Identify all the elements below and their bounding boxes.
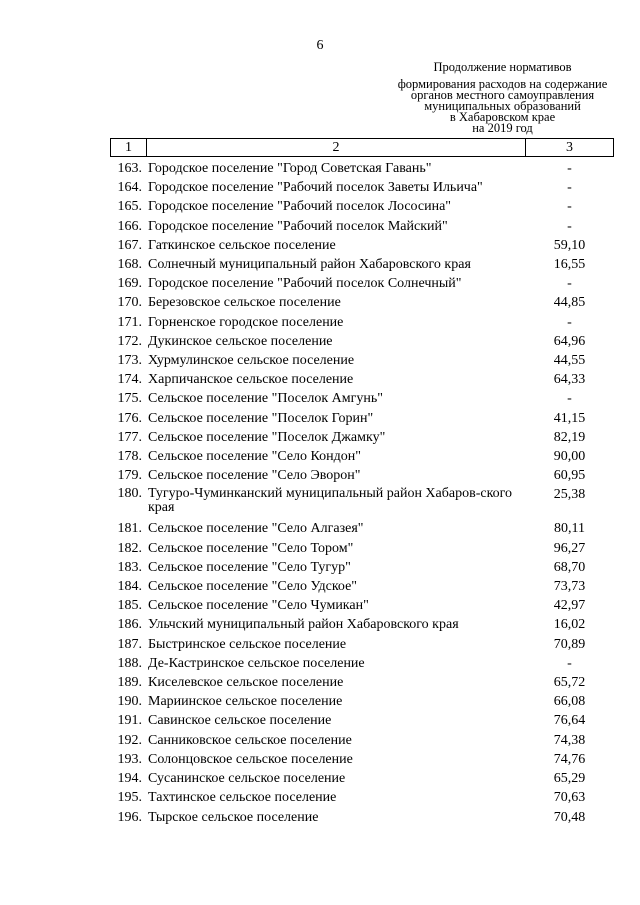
table-row xyxy=(110,332,614,351)
row-name: Сельское поселение "Село Удское" xyxy=(148,579,358,595)
row-value: 60,95 xyxy=(553,468,586,484)
row-name: Сусанинское сельское поселение xyxy=(148,771,346,787)
table-row xyxy=(110,788,614,807)
row-name: Городское поселение "Город Советская Гавань" xyxy=(148,161,432,176)
row-name: Киселевское сельское поселение xyxy=(148,675,344,691)
row-name: Сельское поселение "Село Тором" xyxy=(148,540,354,556)
row-name: Сельское поселение "Поселок Горин" xyxy=(148,410,374,426)
row-number: 194. xyxy=(117,771,142,787)
row-value: 42,97 xyxy=(553,598,586,614)
table-row xyxy=(110,769,614,788)
row-number: 176. xyxy=(117,410,142,426)
row-number: 182. xyxy=(117,540,142,556)
row-name: Гаткинское сельское поселение xyxy=(148,237,336,253)
row-value: 73,73 xyxy=(553,579,586,595)
table-row xyxy=(110,466,614,485)
table-row xyxy=(110,577,614,596)
document-heading xyxy=(380,62,625,134)
row-number: 169. xyxy=(117,276,142,292)
row-value: 74,38 xyxy=(553,732,586,748)
row-name: Горненское городское поселение xyxy=(148,314,344,330)
row-value: 59,10 xyxy=(553,237,586,253)
row-value: - xyxy=(567,180,572,196)
table-row xyxy=(110,389,614,408)
row-value: 70,48 xyxy=(553,809,586,825)
row-number: 167. xyxy=(117,237,142,253)
row-name: Сельское поселение "Поселок Джамку" xyxy=(148,429,386,445)
row-value: 90,00 xyxy=(553,449,586,465)
table-row xyxy=(110,428,614,447)
row-number: 186. xyxy=(117,617,142,633)
row-value: 82,19 xyxy=(553,429,586,445)
table-row xyxy=(110,558,614,577)
row-name: Солнечный муниципальный район Хабаровского края xyxy=(148,257,471,273)
table-row xyxy=(110,217,614,236)
row-number: 187. xyxy=(117,636,142,652)
table-row xyxy=(110,596,614,615)
row-name: Городское поселение "Рабочий поселок Майский" xyxy=(148,218,448,234)
row-value: 70,63 xyxy=(553,790,586,806)
row-name: Сельское поселение "Село Чумикан" xyxy=(148,598,369,614)
table-header xyxy=(110,138,614,157)
row-value: 44,55 xyxy=(553,353,586,369)
row-number: 185. xyxy=(117,598,142,614)
row-value: 44,85 xyxy=(553,295,586,311)
row-value: 65,29 xyxy=(553,771,586,787)
table-row xyxy=(110,711,614,730)
row-name: Де-Кастринское сельское поселение xyxy=(148,655,365,671)
row-number: 172. xyxy=(117,333,142,349)
row-value: 66,08 xyxy=(553,694,586,710)
page-number: 6 xyxy=(316,38,324,53)
table-row xyxy=(110,654,614,673)
table-row xyxy=(110,197,614,216)
row-name: Быстринское сельское поселение xyxy=(148,636,347,652)
row-number: 189. xyxy=(117,675,142,691)
row-number: 183. xyxy=(117,559,142,575)
row-value: - xyxy=(567,199,572,215)
column-header: 3 xyxy=(566,139,573,155)
row-number: 193. xyxy=(117,751,142,767)
row-name: Сельское поселение "Поселок Амгунь" xyxy=(148,391,383,407)
row-number: 171. xyxy=(117,314,142,330)
row-name: Тахтинское сельское поселение xyxy=(148,790,337,806)
row-value: - xyxy=(567,161,572,176)
row-number: 184. xyxy=(117,579,142,595)
row-value: 68,70 xyxy=(553,559,586,575)
row-name: Сельское поселение "Село Эворон" xyxy=(148,468,361,484)
table-row xyxy=(110,159,614,178)
heading-line: формирования расходов на содержание xyxy=(397,77,608,91)
table-body xyxy=(110,159,614,827)
row-number: 179. xyxy=(117,468,142,484)
row-value: - xyxy=(567,218,572,234)
row-value: 76,64 xyxy=(553,713,586,729)
table-row xyxy=(110,485,614,519)
row-value: 41,15 xyxy=(553,410,586,426)
table-row xyxy=(110,274,614,293)
row-name: Сельское поселение "Село Кондон" xyxy=(148,449,362,465)
heading-line: муниципальных образований xyxy=(424,99,581,113)
table-row xyxy=(110,313,614,332)
table-row xyxy=(110,370,614,389)
table-row xyxy=(110,255,614,274)
row-name: Тугуро-Чуминканский муниципальный район Хабаров-ского края xyxy=(148,486,513,516)
table-row xyxy=(110,351,614,370)
row-number: 181. xyxy=(117,521,142,537)
row-number: 166. xyxy=(117,218,142,234)
row-value: 70,89 xyxy=(553,636,586,652)
row-number: 170. xyxy=(117,295,142,311)
row-number: 191. xyxy=(117,713,142,729)
table-row xyxy=(110,692,614,711)
row-number: 180. xyxy=(117,486,142,502)
row-number: 165. xyxy=(117,199,142,215)
row-name: Городское поселение "Рабочий поселок Солнечный" xyxy=(148,276,462,292)
row-name: Городское поселение "Рабочий поселок Заветы Ильича" xyxy=(148,180,483,196)
row-value: - xyxy=(567,655,572,671)
row-value: 25,38 xyxy=(553,487,586,503)
row-name: Дукинское сельское поселение xyxy=(148,333,333,349)
row-name: Хурмулинское сельское поселение xyxy=(148,353,355,369)
row-name: Харпичанское сельское поселение xyxy=(148,372,354,388)
table-row xyxy=(110,539,614,558)
table-row xyxy=(110,635,614,654)
table-row xyxy=(110,808,614,827)
row-value: 16,02 xyxy=(553,617,586,633)
row-number: 168. xyxy=(117,257,142,273)
row-value: 80,11 xyxy=(554,521,585,537)
row-name: Савинское сельское поселение xyxy=(148,713,332,729)
row-name: Сельское поселение "Село Тугур" xyxy=(148,559,351,575)
row-name: Тырское сельское поселение xyxy=(148,809,319,825)
row-value: 64,96 xyxy=(553,333,586,349)
table-row xyxy=(110,409,614,428)
heading-line: органов местного самоуправления xyxy=(410,88,595,102)
table-row xyxy=(110,673,614,692)
row-value: 74,76 xyxy=(553,751,586,767)
table-row xyxy=(110,615,614,634)
row-number: 175. xyxy=(117,391,142,407)
heading-line: на 2019 год xyxy=(472,121,533,135)
table-row xyxy=(110,236,614,255)
row-number: 196. xyxy=(117,809,142,825)
column-header: 1 xyxy=(111,139,147,156)
row-name: Санниковское сельское поселение xyxy=(148,732,352,748)
row-number: 174. xyxy=(117,372,142,388)
row-number: 178. xyxy=(117,449,142,465)
row-value: - xyxy=(567,276,572,292)
row-number: 188. xyxy=(117,655,142,671)
row-number: 190. xyxy=(117,694,142,710)
table-row xyxy=(110,731,614,750)
table-row xyxy=(110,293,614,312)
row-value: - xyxy=(567,314,572,330)
row-number: 163. xyxy=(117,161,142,176)
row-name: Березовское сельское поселение xyxy=(148,295,341,311)
row-value: 16,55 xyxy=(553,257,586,273)
row-number: 195. xyxy=(117,790,142,806)
row-name: Мариинское сельское поселение xyxy=(148,694,343,710)
heading-line: Продолжение нормативов xyxy=(433,60,572,74)
table-row xyxy=(110,447,614,466)
row-number: 177. xyxy=(117,429,142,445)
row-value: 96,27 xyxy=(553,540,586,556)
row-name: Солонцовское сельское поселение xyxy=(148,751,353,767)
heading-line: в Хабаровском крае xyxy=(449,110,556,124)
table-row xyxy=(110,519,614,538)
table-row xyxy=(110,178,614,197)
row-number: 164. xyxy=(117,180,142,196)
row-value: 65,72 xyxy=(553,675,586,691)
row-value: 64,33 xyxy=(553,372,586,388)
row-name: Городское поселение "Рабочий поселок Лососина" xyxy=(148,199,452,215)
table-row xyxy=(110,750,614,769)
row-name: Сельское поселение "Село Алгазея" xyxy=(148,521,364,537)
row-number: 173. xyxy=(117,353,142,369)
column-header: 2 xyxy=(147,139,526,156)
row-value: - xyxy=(567,391,572,407)
row-number: 192. xyxy=(117,732,142,748)
row-name: Ульчский муниципальный район Хабаровского края xyxy=(148,617,459,633)
